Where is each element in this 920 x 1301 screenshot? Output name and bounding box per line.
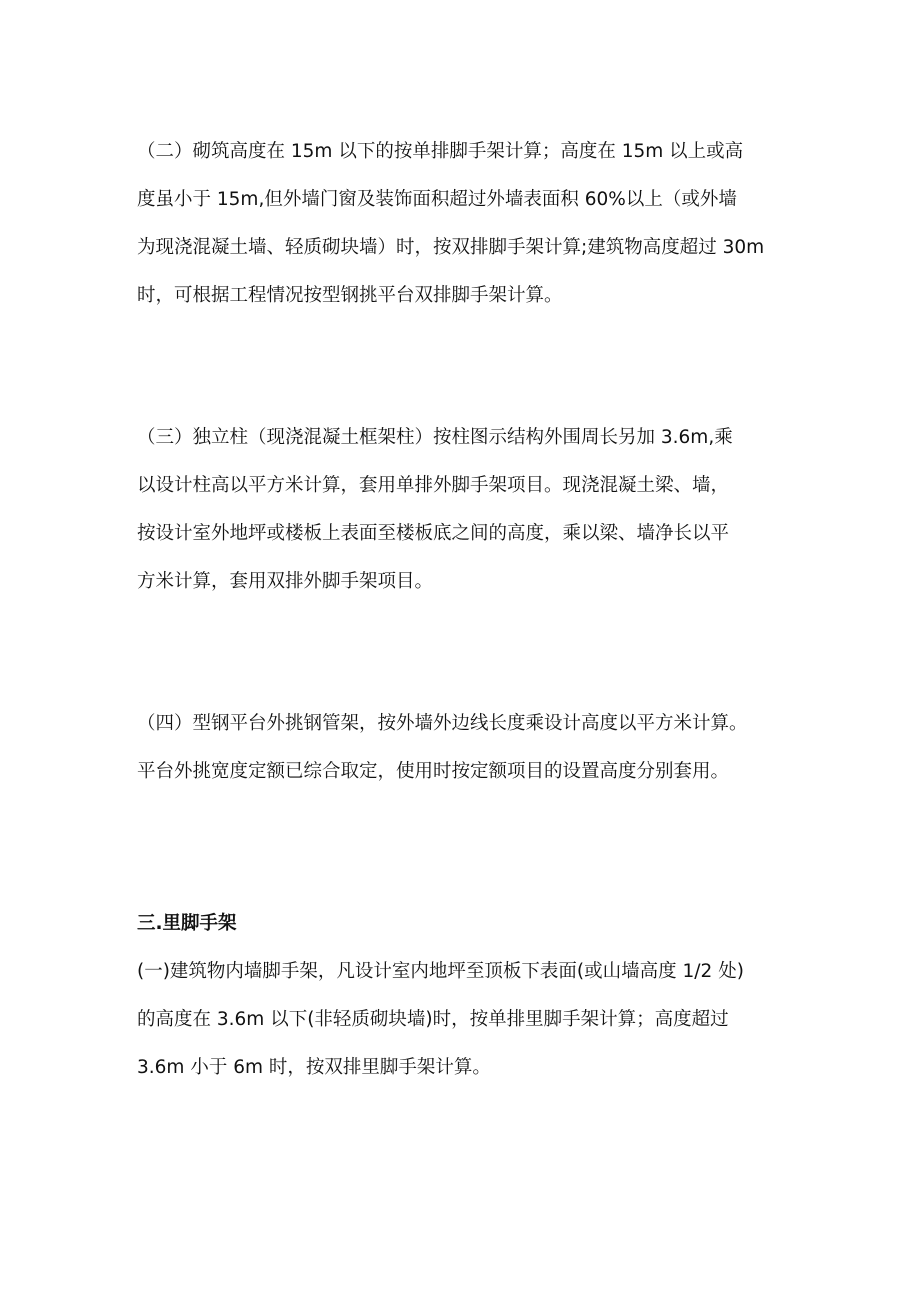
paragraph-3-line-4: 方米计算，套用双排外脚手架项目。: [137, 571, 434, 592]
paragraph-2-line-2: 度虽小于 15m,但外墙门窗及装饰面积超过外墙表面积 60%以上（或外墙: [137, 189, 737, 210]
paragraph-2-line-4: 时，可根据工程情况按型钢挑平台双排脚手架计算。: [137, 285, 563, 306]
paragraph-3-1-line-3: 3.6m 小于 6m 时，按双排里脚手架计算。: [137, 1057, 491, 1078]
paragraph-3-line-1: （三）独立柱（现浇混凝土框架柱）按柱图示结构外围周长另加 3.6m,乘: [137, 427, 733, 448]
section-heading: 三.里脚手架: [137, 913, 237, 934]
paragraph-4-line-1: （四）型钢平台外挑钢管架，按外墙外边线长度乘设计高度以平方米计算。: [137, 713, 748, 734]
paragraph-3-line-3: 按设计室外地坪或楼板上表面至楼板底之间的高度，乘以梁、墙净长以平: [137, 523, 730, 544]
paragraph-3-1-line-1: (一)建筑物内墙脚手架，凡设计室内地坪至顶板下表面(或山墙高度 1/2 处): [137, 961, 744, 982]
paragraph-2-line-3: 为现浇混凝土墙、轻质砌块墙）时，按双排脚手架计算;建筑物高度超过 30m: [137, 237, 765, 258]
paragraph-4-line-2: 平台外挑宽度定额已综合取定，使用时按定额项目的设置高度分别套用。: [137, 761, 730, 782]
paragraph-3-1-line-2: 的高度在 3.6m 以下(非轻质砌块墙)时，按单排里脚手架计算；高度超过: [137, 1009, 729, 1030]
paragraph-2-line-1: （二）砌筑高度在 15m 以下的按单排脚手架计算；高度在 15m 以上或高: [137, 141, 744, 162]
paragraph-3-line-2: 以设计柱高以平方米计算，套用单排外脚手架项目。现浇混凝土梁、墙，: [137, 475, 730, 496]
